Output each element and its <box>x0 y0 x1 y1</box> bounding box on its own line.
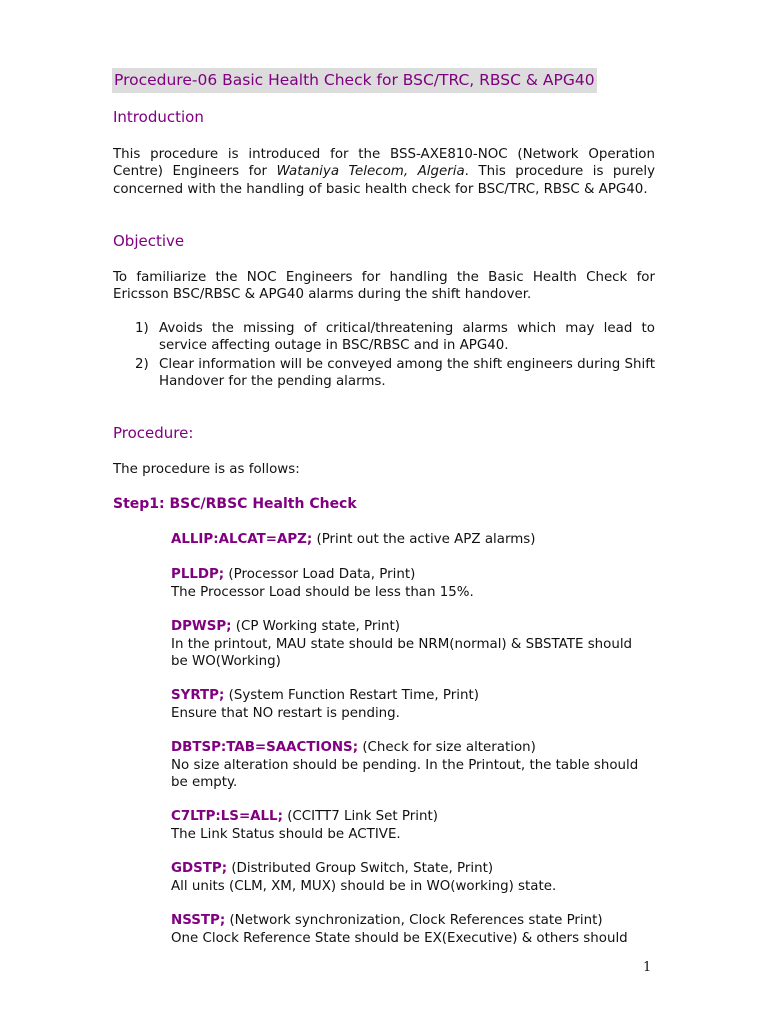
list-item <box>135 356 655 391</box>
command-name: NSSTP; <box>171 913 226 928</box>
command-name: SYRTP; <box>171 688 225 703</box>
page-number: 1 <box>643 960 652 975</box>
command-note: No size alteration should be pending. In the Printout, the table should be empty. <box>171 757 639 790</box>
command-description: (System Function Restart Time, Print) <box>224 688 479 703</box>
command-description: (Check for size alteration) <box>358 740 536 755</box>
procedure-heading: Procedure: <box>113 424 194 442</box>
command-note: One Clock Reference State should be EX(Executive) & others should <box>171 930 628 946</box>
objective-heading: Objective <box>113 232 185 250</box>
command-description: (Network synchronization, Clock References state Print) <box>225 913 603 928</box>
command-item <box>171 687 651 722</box>
command-description: (CCITT7 Link Set Print) <box>282 809 438 824</box>
step-heading: Step1: BSC/RBSC Health Check <box>113 496 357 512</box>
document-title: Procedure-06 Basic Health Check for BSC/TRC, RBSC & APG40 <box>112 68 597 93</box>
introduction-paragraph <box>113 146 655 198</box>
command-description: (CP Working state, Print) <box>231 619 401 634</box>
introduction-text-1: This procedure is introduced for the BSS-AXE810-NOC (Network Operation Centre) Engineers for <box>113 147 655 180</box>
introduction-text-2: . This procedure is purely concerned with the handling of basic health check for BSC/TRC, RBSC & APG40. <box>113 164 656 197</box>
introduction-heading: Introduction <box>113 108 204 126</box>
list-item-text: Clear information will be conveyed among the shift engineers during Shift Handover for the pending alarms. <box>159 356 655 389</box>
command-item <box>171 531 651 549</box>
list-item <box>135 320 655 355</box>
procedure-intro: The procedure is as follows: <box>113 462 300 477</box>
command-item <box>171 618 651 671</box>
introduction-emphasis: Wataniya Telecom, Algeria <box>276 164 465 180</box>
command-name: GDSTP; <box>171 861 228 876</box>
command-name: DPWSP; <box>171 619 232 634</box>
command-name: DBTSP:TAB=SAACTIONS; <box>171 740 359 755</box>
command-description: (Distributed Group Switch, State, Print) <box>227 861 494 876</box>
command-item <box>171 808 651 843</box>
command-note: The Link Status should be ACTIVE. <box>171 826 401 842</box>
command-note: Ensure that NO restart is pending. <box>171 705 400 721</box>
command-item <box>171 860 651 895</box>
command-description: (Processor Load Data, Print) <box>224 567 416 582</box>
list-item-text: Avoids the missing of critical/threatening alarms which may lead to service affecting outage in BSC/RBSC and in APG40. <box>159 321 655 354</box>
command-name: ALLIP:ALCAT=APZ; <box>171 532 313 547</box>
command-name: PLLDP; <box>171 567 225 582</box>
command-item <box>171 566 651 601</box>
objective-paragraph: To familiarize the NOC Engineers for handling the Basic Health Check for Ericsson BSC/RBSC & APG40 alarms during the shift handover. <box>113 270 655 303</box>
list-item-number: 2) <box>135 356 149 372</box>
command-description: (Print out the active APZ alarms) <box>312 532 536 547</box>
list-item-number: 1) <box>135 321 149 336</box>
command-note: In the printout, MAU state should be NRM(normal) & SBSTATE should be WO(Working) <box>171 636 633 669</box>
command-item <box>171 912 651 947</box>
objective-list <box>135 320 655 391</box>
command-note: All units (CLM, XM, MUX) should be in WO(working) state. <box>171 878 557 894</box>
command-name: C7LTP:LS=ALL; <box>171 809 283 824</box>
command-item <box>171 739 651 792</box>
command-note: The Processor Load should be less than 15%. <box>171 584 474 600</box>
